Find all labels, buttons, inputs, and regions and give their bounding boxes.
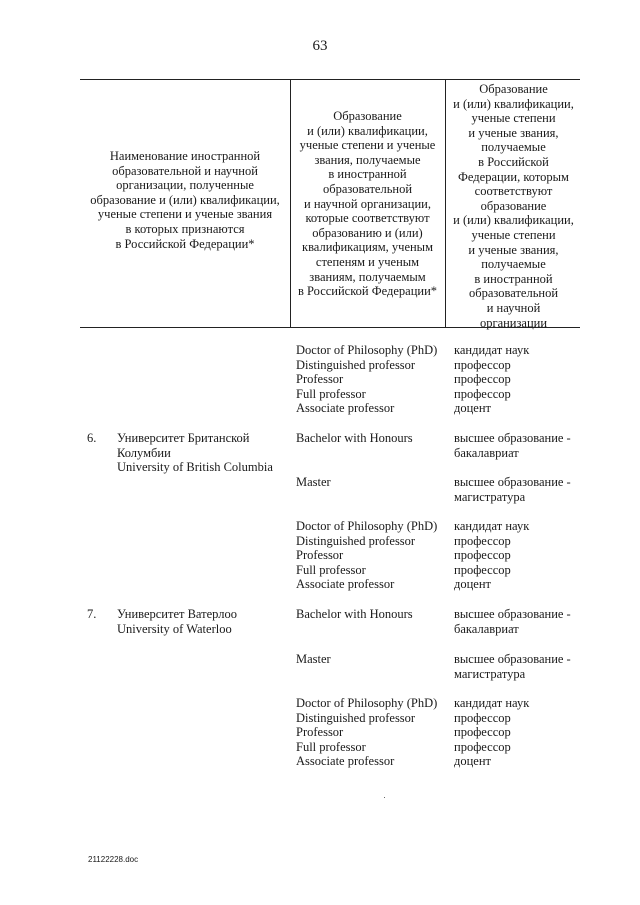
scan-speck (384, 797, 385, 798)
row6-master-en: Master (296, 475, 331, 489)
row7-master-ru: высшее образование - магистратура (454, 652, 571, 681)
row6-bachelor-en: Bachelor with Honours (296, 431, 413, 445)
row6-bachelor-ru: высшее образование - бакалавриат (454, 431, 571, 460)
row7-bachelor-ru: высшее образование - бакалавриат (454, 607, 571, 636)
row7-master-en: Master (296, 652, 331, 666)
header-col-organization: Наименование иностранной образовательной и научной организации, полученные образование и (или) квалификации, ученые степени и ученые звания в которых признаются в Российской Федерации* (90, 149, 280, 251)
header-divider-2 (445, 79, 446, 327)
row7-organization: Университет Ватерлоо University of Waterloo (117, 607, 237, 636)
page-number: 63 (312, 38, 328, 54)
row7-bachelor-en: Bachelor with Honours (296, 607, 413, 621)
header-top-rule (80, 79, 580, 80)
row7-phd-ru: кандидат наук профессор профессор профессор доцент (454, 696, 530, 769)
row6-organization: Университет Британской Колумбии University of British Columbia (117, 431, 273, 475)
row6-phd-ru: кандидат наук профессор профессор профессор доцент (454, 519, 530, 592)
row6-number: 6. (87, 431, 97, 445)
block0-en: Doctor of Philosophy (PhD) Distinguished professor Professor Full professor Associate professor (296, 343, 438, 416)
row6-phd-en: Doctor of Philosophy (PhD) Distinguished professor Professor Full professor Associate professor (296, 519, 438, 592)
footer-filename: 21122228.doc (88, 855, 139, 864)
row7-phd-en: Doctor of Philosophy (PhD) Distinguished professor Professor Full professor Associate professor (296, 696, 438, 769)
header-divider-1 (290, 79, 291, 327)
header-bottom-rule (80, 327, 580, 328)
row6-master-ru: высшее образование - магистратура (454, 475, 571, 504)
block0-ru: кандидат наук профессор профессор профессор доцент (454, 343, 530, 416)
header-col-foreign-qualification: Образование и (или) квалификации, ученые степени и ученые звания, получаемые в иностранной образовательной и научной организации, которые соответствуют образованию и (или) квалификациям, ученым степеням и ученым званиям, получаемым в Российской Федерации* (297, 109, 438, 299)
row7-number: 7. (87, 607, 97, 621)
header-col-russian-qualification: Образование и (или) квалификации, ученые степени и ученые звания, получаемые в Российской Федерации, которым соответствуют образование и (или) квалификации, ученые степени и ученые звания, получаемые в иностранной образовательной и научной организации (453, 82, 574, 330)
